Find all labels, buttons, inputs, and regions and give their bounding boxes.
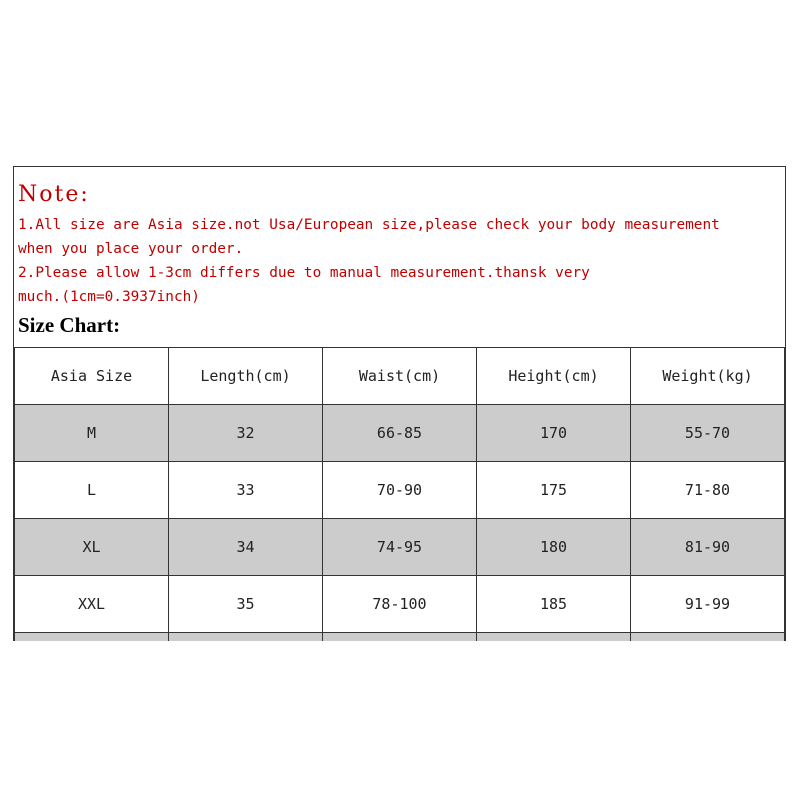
table-cell: XL <box>15 519 169 576</box>
table-cell: 81-90 <box>631 519 785 576</box>
table-cell: 55-70 <box>631 405 785 462</box>
table-cell: 91-99 <box>631 576 785 633</box>
table-row <box>15 462 785 519</box>
table-cell: 35 <box>169 576 323 633</box>
header-waist: Waist(cm) <box>323 348 477 405</box>
table-header-row <box>15 348 785 405</box>
table-cell: XXL <box>15 576 169 633</box>
table-row <box>15 519 785 576</box>
table-cell <box>169 633 323 642</box>
table-cell: M <box>15 405 169 462</box>
size-chart-table <box>14 347 785 641</box>
table-cell: 185 <box>477 576 631 633</box>
header-asia-size: Asia Size <box>15 348 169 405</box>
table-row <box>15 633 785 642</box>
note-line-4: much.(1cm=0.3937inch) <box>18 289 200 305</box>
table-cell <box>631 633 785 642</box>
table-cell: 175 <box>477 462 631 519</box>
table-row <box>15 576 785 633</box>
table-cell: 170 <box>477 405 631 462</box>
table-cell <box>15 633 169 642</box>
table-cell: 34 <box>169 519 323 576</box>
table-cell: 180 <box>477 519 631 576</box>
table-cell: 71-80 <box>631 462 785 519</box>
table-cell <box>477 633 631 642</box>
table-cell: 33 <box>169 462 323 519</box>
note-section <box>14 167 785 309</box>
header-height: Height(cm) <box>477 348 631 405</box>
note-line-2: when you place your order. <box>18 241 244 257</box>
size-info-panel <box>13 166 786 641</box>
table-row <box>15 405 785 462</box>
note-line-3: 2.Please allow 1-3cm differs due to manual measurement.thansk very <box>18 265 590 281</box>
table-cell: 74-95 <box>323 519 477 576</box>
table-cell: 78-100 <box>323 576 477 633</box>
header-weight: Weight(kg) <box>631 348 785 405</box>
table-cell: L <box>15 462 169 519</box>
table-cell: 66-85 <box>323 405 477 462</box>
table-cell: 32 <box>169 405 323 462</box>
table-cell <box>323 633 477 642</box>
note-title: Note: <box>18 182 90 207</box>
size-chart-title: Size Chart: <box>18 313 121 337</box>
header-length: Length(cm) <box>169 348 323 405</box>
table-cell: 70-90 <box>323 462 477 519</box>
note-line-1: 1.All size are Asia size.not Usa/European size,please check your body measurement <box>18 217 720 233</box>
